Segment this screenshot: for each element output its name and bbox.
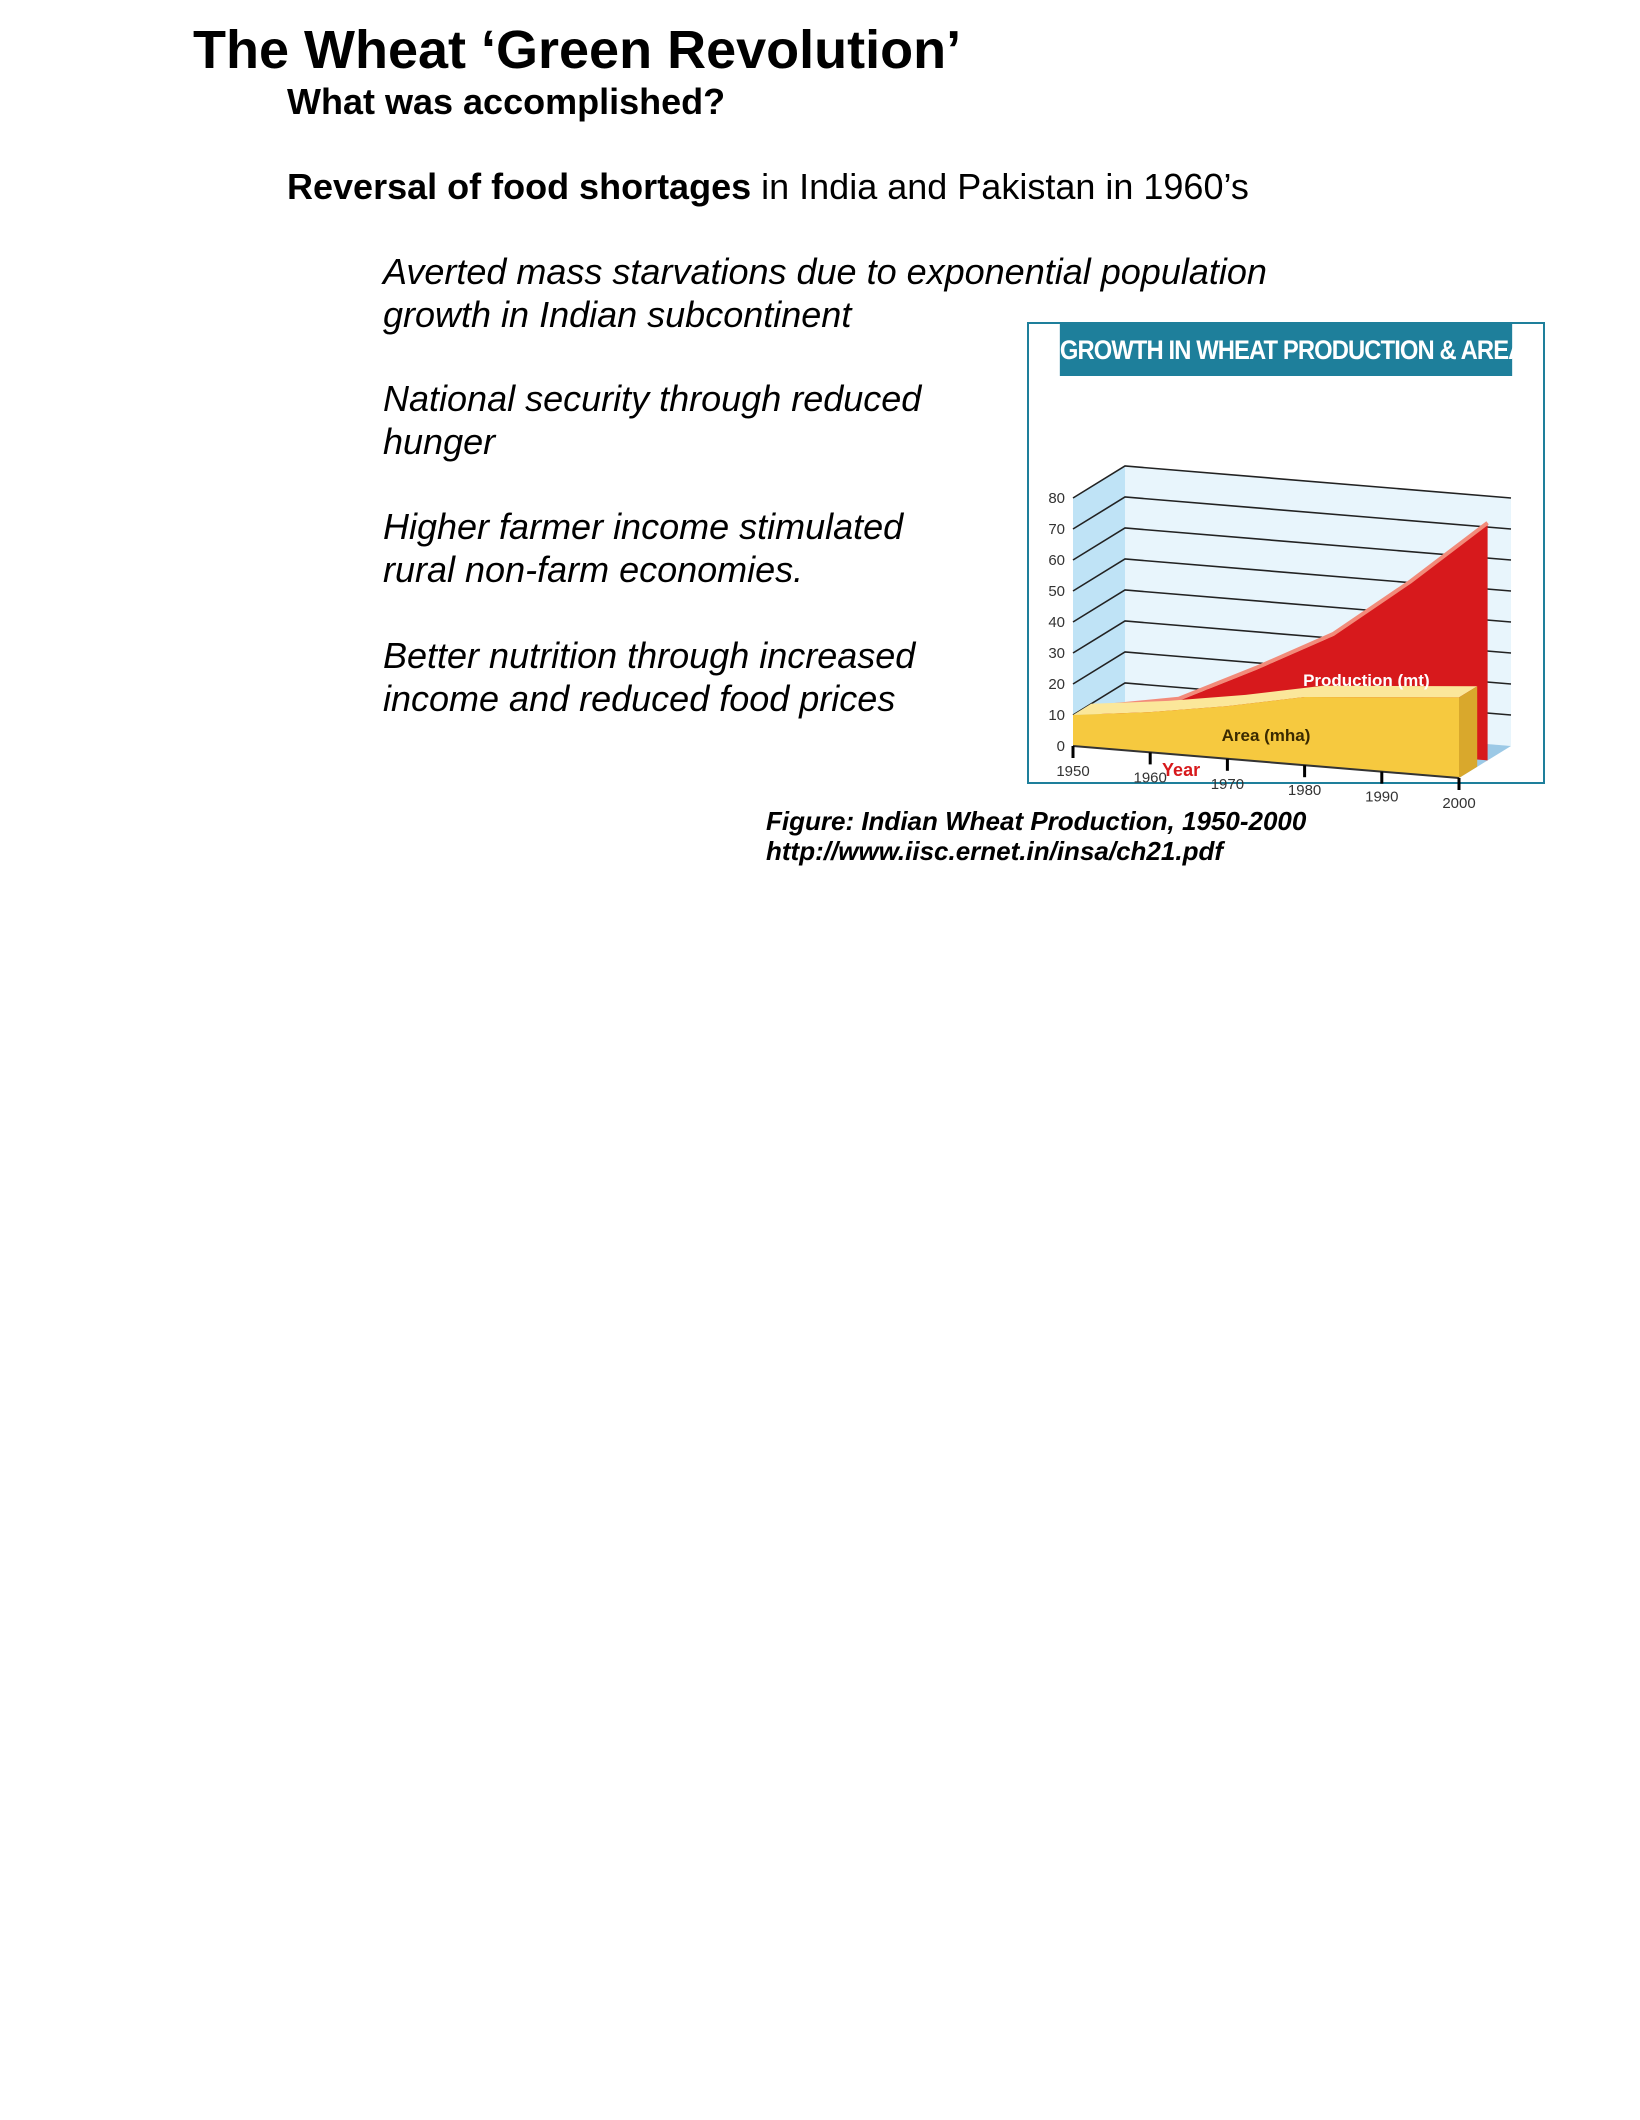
bullet-line: hunger [383,421,496,462]
chart-title: GROWTH IN WHEAT PRODUCTION & AREA [1060,324,1512,376]
y-tick-label: 60 [1048,552,1065,569]
x-tick-label: 1980 [1287,782,1322,800]
y-tick-label: 70 [1048,521,1065,538]
y-tick-label: 50 [1048,583,1065,600]
bullet-national-security [383,377,921,463]
bullet-line: income and reduced food prices [383,678,896,719]
bullet-farmer-income [383,505,903,591]
bullet-line: growth in Indian subcontinent [383,294,852,335]
bullet-line: National security through reduced [383,378,922,419]
bullet-line: Higher farmer income stimulated [383,506,904,547]
bullet-line: Averted mass starvations due to exponential population [383,251,1267,292]
lead-statement [287,165,1249,209]
x-tick-label: 1960 [1133,769,1167,787]
slide-title: The Wheat ‘Green Revolution’ [193,20,962,80]
y-tick-label: 30 [1048,645,1065,662]
area-series-side-face [1459,686,1477,778]
x-tick-label: 1950 [1056,763,1090,780]
slide-subtitle: What was accomplished? [287,81,726,122]
y-tick-label: 40 [1048,614,1065,631]
x-tick-label: 1970 [1210,775,1245,793]
x-tick-label: 2000 [1442,795,1476,812]
production-series-label: Production (mt) [1303,670,1430,690]
area-series-label: Area (mha) [1221,725,1311,745]
x-tick-label: 1990 [1365,788,1399,806]
bullet-line: rural non-farm economies. [383,549,804,590]
bullet-line: Better nutrition through increased [383,635,916,676]
y-tick-label: 80 [1048,490,1065,507]
lead-rest-text: in India and Pakistan in 1960’s [751,166,1249,207]
y-tick-label: 10 [1048,707,1065,724]
wheat-area-chart [1029,376,1543,812]
caption-source-url: http://www.iisc.ernet.in/insa/ch21.pdf [766,836,1223,866]
figure-caption [766,806,1306,866]
bullet-better-nutrition [383,634,915,720]
x-axis-title: Year [1162,760,1201,780]
y-tick-label: 20 [1048,676,1065,693]
wheat-chart-figure [1027,322,1545,812]
caption-title: Figure: Indian Wheat Production, 1950-2000 [766,806,1307,836]
lead-bold-text: Reversal of food shortages [287,166,752,207]
y-tick-label: 0 [1056,738,1065,755]
